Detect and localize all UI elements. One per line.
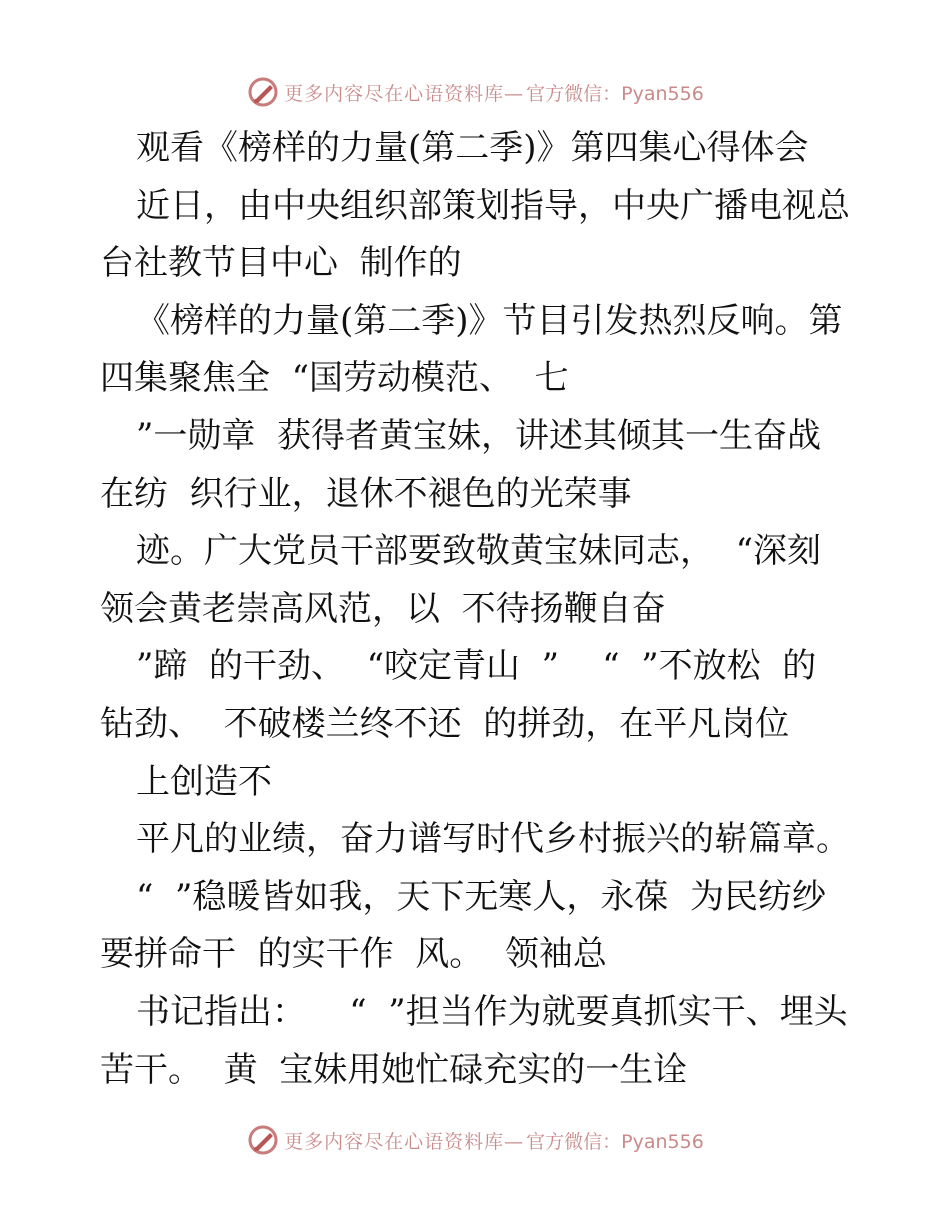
text-line: 要拼命干 的实干作 风。 领袖总 xyxy=(100,934,607,975)
footer-watermark xyxy=(0,1120,950,1160)
text-line: 四集聚焦全 “国劳动模范、 七 xyxy=(100,358,569,399)
watermark-text: 更多内容尽在心语资料库— xyxy=(284,1130,525,1153)
watermark-text: 更多内容尽在心语资料库— xyxy=(284,82,525,105)
document-title: 观看《榜样的力量(第二季)》第四集心得体会 xyxy=(136,128,809,168)
text-line: “ ”稳暖皆如我，天下无寒人，永葆 为民纺纱 xyxy=(136,876,826,917)
text-line: 平凡的业绩，奋力谱写时代乡村振兴的崭篇章。 xyxy=(136,819,850,860)
text-line: 苦干。 黄 宝妹用她忙碌充实的一生诠 xyxy=(100,1049,688,1090)
text-line: 迹。广大党员干部要致敬黄宝妹同志， “深刻 xyxy=(136,531,821,572)
text-line: 上创造不 xyxy=(136,761,272,802)
text-line: 钻劲、 不破楼兰终不还 的拼劲，在平凡岗位 xyxy=(100,703,790,744)
text-line: 书记指出： “ ”担当作为就要真抓实干、埋头 xyxy=(136,991,848,1032)
text-line: 《榜样的力量(第二季)》节目引发热烈反响。第 xyxy=(136,300,843,341)
header-watermark xyxy=(0,72,950,112)
text-line: 领会黄老崇高风范，以 不待扬鞭自奋 xyxy=(100,588,666,629)
text-line: 在纺 织行业，退休不褪色的光荣事 xyxy=(100,473,632,514)
text-line: ”蹄 的干劲、 “咬定青山 ” “ ”不放松 的 xyxy=(136,646,817,687)
document-body xyxy=(100,120,860,1099)
watermark-wechat: 官方微信：Pyan556 xyxy=(526,82,704,105)
text-line: 台社教节目中心 制作的 xyxy=(100,243,462,284)
watermark-wechat: 官方微信：Pyan556 xyxy=(526,1130,704,1153)
text-line: 近日，由中央组织部策划指导，中央广播电视总 xyxy=(136,185,850,226)
pen-logo-icon xyxy=(246,75,280,109)
pen-logo-icon xyxy=(246,1123,280,1157)
text-line: ”一勋章 获得者黄宝妹，讲述其倾其一生奋战 xyxy=(136,415,821,456)
